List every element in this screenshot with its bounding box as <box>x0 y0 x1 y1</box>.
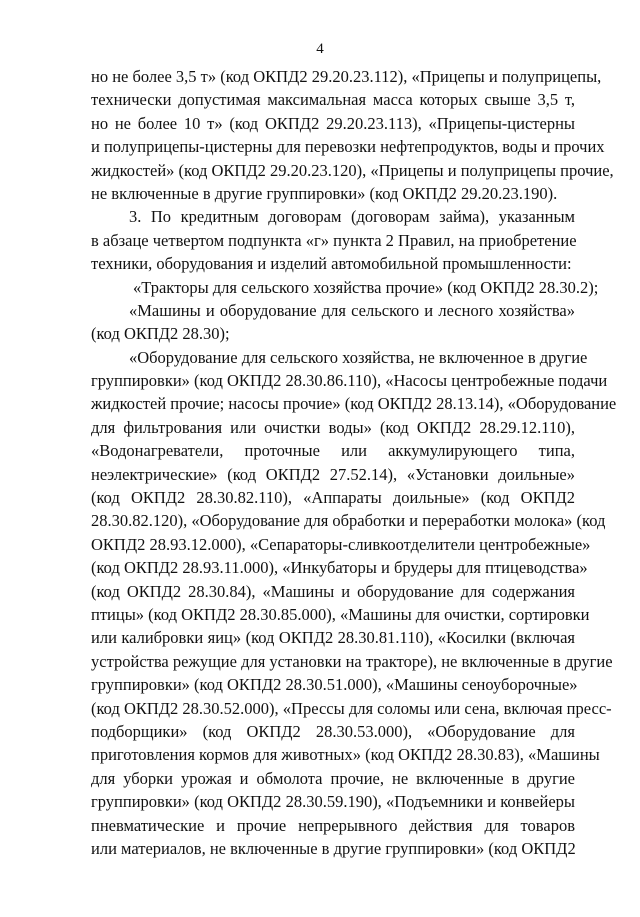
text-line: «Водонагреватели, проточные или аккумулирующего типа, <box>91 441 575 461</box>
paragraph-start-line: «Тракторы для сельского хозяйства прочие» (код ОКПД2 28.30.2); <box>133 277 599 297</box>
text-line: 28.30.82.120), «Оборудование для обработки и переработки молока» (код <box>91 511 606 531</box>
text-line: неэлектрические» (код ОКПД2 27.52.14), «Установки доильные» <box>91 464 575 484</box>
text-line: птицы» (код ОКПД2 28.30.85.000), «Машины для очистки, сортировки <box>91 604 590 624</box>
text-line: группировки» (код ОКПД2 28.30.51.000), «Машины сеноуборочные» <box>91 675 578 695</box>
text-line: техники, оборудования и изделий автомобильной промышленности: <box>91 254 572 274</box>
text-line: (код ОКПД2 28.30.82.110), «Аппараты доильные» (код ОКПД2 <box>91 488 575 508</box>
text-line: группировки» (код ОКПД2 28.30.86.110), «Насосы центробежные подачи <box>91 371 608 391</box>
text-line: подборщики» (код ОКПД2 28.30.53.000), «Оборудование для <box>91 721 575 741</box>
text-line: (код ОКПД2 28.30.84), «Машины и оборудование для содержания <box>91 581 575 601</box>
text-line: или материалов, не включенные в другие группировки» (код ОКПД2 <box>91 838 576 858</box>
text-line: технически допустимая максимальная масса которых свыше 3,5 т, <box>91 90 575 110</box>
paragraph-start-line: «Оборудование для сельского хозяйства, не включенное в другие <box>129 347 588 367</box>
text-line: но не более 3,5 т» (код ОКПД2 29.20.23.112), «Прицепы и полуприцепы, <box>91 67 602 86</box>
text-line: не включенные в другие группировки» (код ОКПД2 29.20.23.190). <box>91 183 558 203</box>
text-line: или калибровки яиц» (код ОКПД2 28.30.81.110), «Косилки (включая <box>91 628 575 648</box>
text-line: приготовления кормов для животных» (код ОКПД2 28.30.83), «Машины <box>91 745 600 765</box>
text-line: в абзаце четвертом подпункта «г» пункта 2 Правил, на приобретение <box>91 230 577 250</box>
paragraph-start-line: 3. По кредитным договорам (договорам займа), указанным <box>129 207 575 227</box>
page-number: 4 <box>316 41 324 57</box>
text-line: (код ОКПД2 28.30); <box>91 324 230 344</box>
text-line: пневматические и прочие непрерывного действия для товаров <box>91 815 575 835</box>
text-line: и полуприцепы-цистерны для перевозки нефтепродуктов, воды и прочих <box>91 137 605 157</box>
text-line: жидкостей прочие; насосы прочие» (код ОКПД2 28.13.14), «Оборудование <box>91 394 617 414</box>
text-line: (код ОКПД2 28.93.11.000), «Инкубаторы и брудеры для птицеводства» <box>91 558 588 578</box>
text-line: (код ОКПД2 28.30.52.000), «Прессы для соломы или сена, включая пресс- <box>91 698 612 718</box>
text-line: жидкостей» (код ОКПД2 29.20.23.120), «Прицепы и полуприцепы прочие, <box>91 160 614 180</box>
text-line: ОКПД2 28.93.12.000), «Сепараторы-сливкоотделители центробежные» <box>91 534 591 554</box>
document-body <box>91 65 617 860</box>
text-line: группировки» (код ОКПД2 28.30.59.190), «Подъемники и конвейеры <box>91 792 575 812</box>
text-line: устройства режущие для установки на тракторе), не включенные в другие <box>91 651 613 671</box>
text-line: для фильтрования или очистки воды» (код ОКПД2 28.29.12.110), <box>91 417 575 437</box>
text-line: но не более 10 т» (код ОКПД2 29.20.23.113), «Прицепы-цистерны <box>91 113 575 133</box>
text-line: для уборки урожая и обмолота прочие, не включенные в другие <box>91 768 575 788</box>
paragraph-start-line: «Машины и оборудование для сельского и лесного хозяйства» <box>129 300 575 320</box>
